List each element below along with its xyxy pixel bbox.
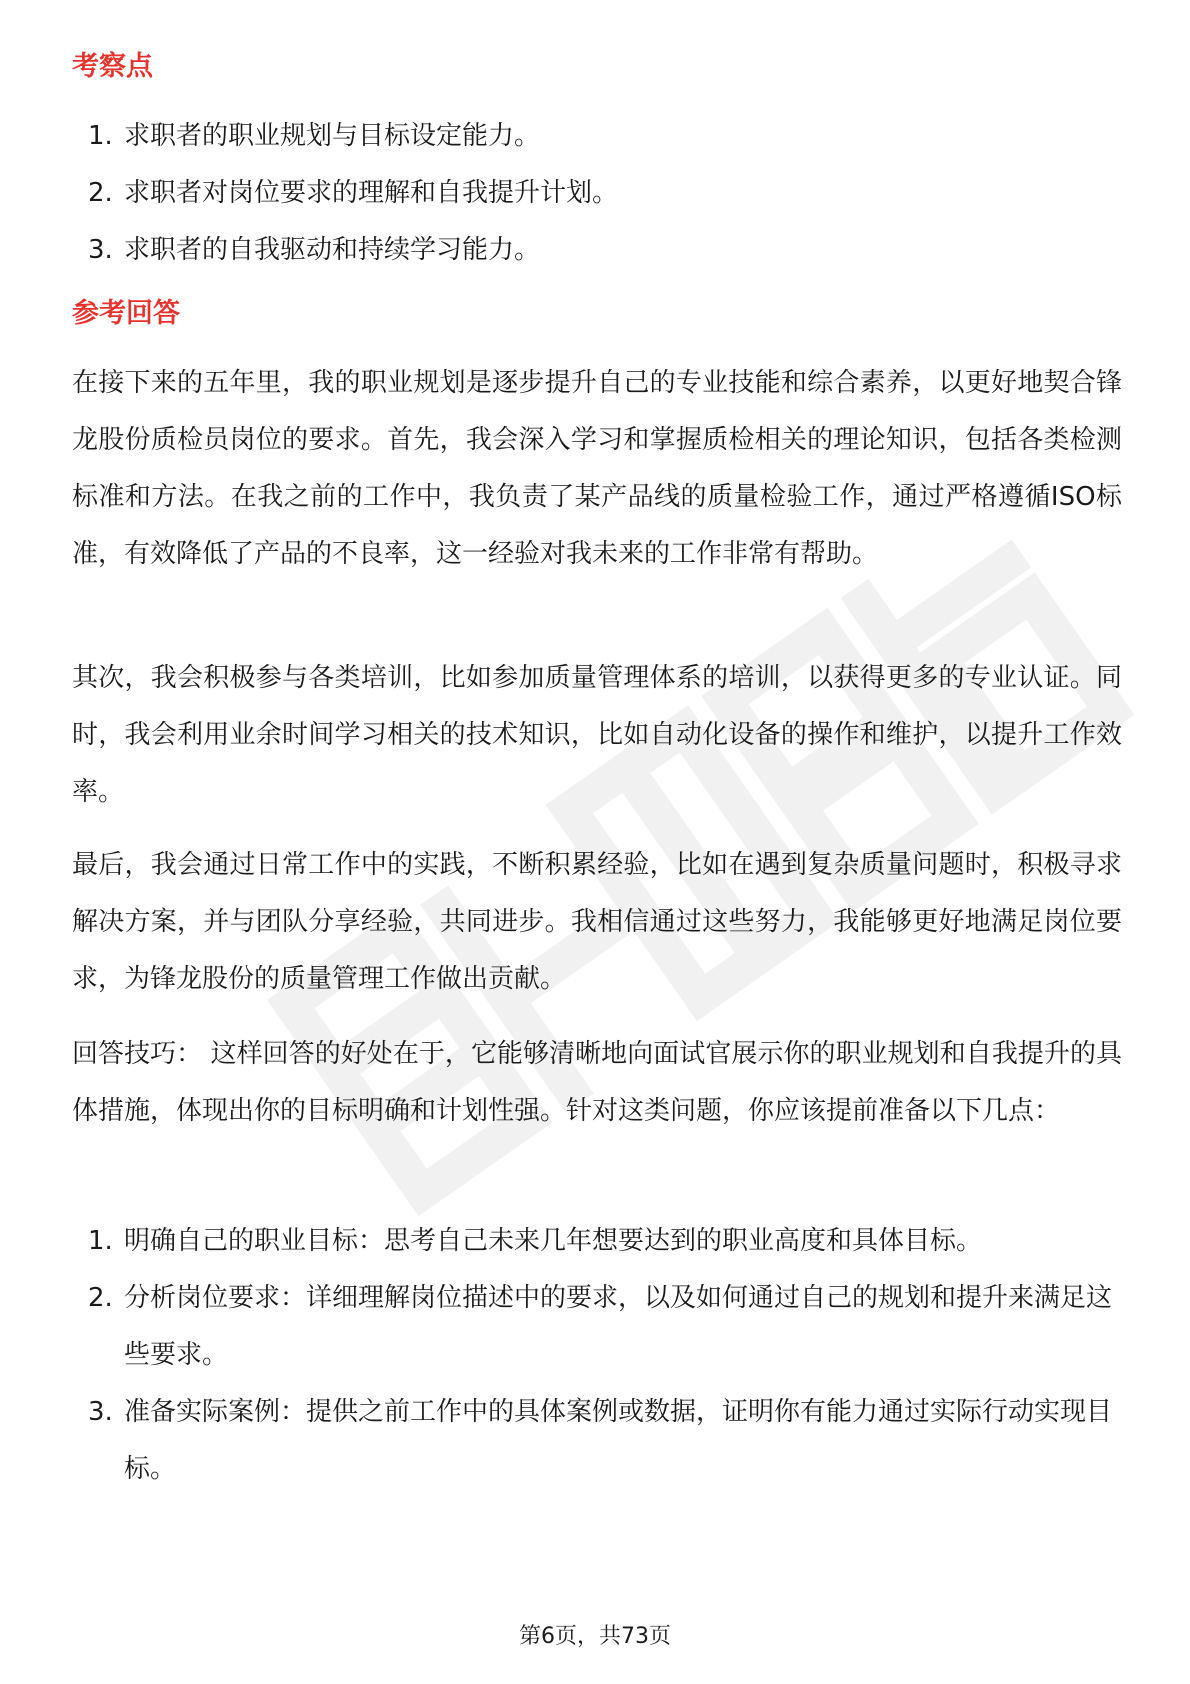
list-text: 准备实际案例：提供之前工作中的具体案例或数据，证明你有能力通过实际行动实现目标。 [124,1397,1113,1484]
list-number: 1. [88,121,113,151]
list-item [72,165,1122,222]
list-text: 求职者的自我驱动和持续学习能力。 [124,235,541,265]
section-title-reference-answer: 参考回答 [72,298,180,329]
list-number: 2. [88,178,113,208]
list-item [72,1213,1122,1270]
list-text: 求职者的职业规划与目标设定能力。 [124,121,541,151]
answer-paragraph-1: 在接下来的五年里，我的职业规划是逐步提升自己的专业技能和综合素养，以更好地契合锋龙股份质检员岗位的要求。首先，我会深入学习和掌握质检相关的理论知识，包括各类检测标准和方法。在我之前的工作中，我负责了某产品线的质量检验工作，通过严格遵循ISO标准，有效降低了产品的不良率，这一经验对我未来的工作非常有帮助。 [72,368,1122,569]
list-number: 2. [88,1283,113,1313]
list-item [72,1384,1122,1498]
answer-paragraph-3: 最后，我会通过日常工作中的实践，不断积累经验，比如在遇到复杂质量问题时，积极寻求解决方案，并与团队分享经验，共同进步。我相信通过这些努力，我能够更好地满足岗位要求，为锋龙股份的质量管理工作做出贡献。 [72,850,1122,994]
list-item [72,108,1122,165]
list-item [72,222,1122,279]
list-number: 3. [88,1397,113,1427]
list-number: 3. [88,235,113,265]
answer-tips-paragraph: 回答技巧： 这样回答的好处在于，它能够清晰地向面试官展示你的职业规划和自我提升的具体措施，体现出你的目标明确和计划性强。针对这类问题，你应该提前准备以下几点： [72,1039,1122,1126]
section-title-exam-points: 考察点 [72,51,153,82]
tips-list [72,1213,1122,1498]
answer-paragraph-2: 其次，我会积极参与各类培训，比如参加质量管理体系的培训，以获得更多的专业认证。同时，我会利用业余时间学习相关的技术知识，比如自动化设备的操作和维护，以提升工作效率。 [72,663,1122,807]
exam-points-list [72,108,1122,279]
list-item [72,1270,1122,1384]
list-text: 分析岗位要求：详细理解岗位描述中的要求，以及如何通过自己的规划和提升来满足这些要求。 [124,1283,1113,1370]
list-text: 求职者对岗位要求的理解和自我提升计划。 [124,178,619,208]
list-text: 明确自己的职业目标：思考自己未来几年想要达到的职业高度和具体目标。 [124,1226,983,1256]
list-number: 1. [88,1226,113,1256]
page-number-footer: 第6页，共73页 [519,1624,671,1649]
